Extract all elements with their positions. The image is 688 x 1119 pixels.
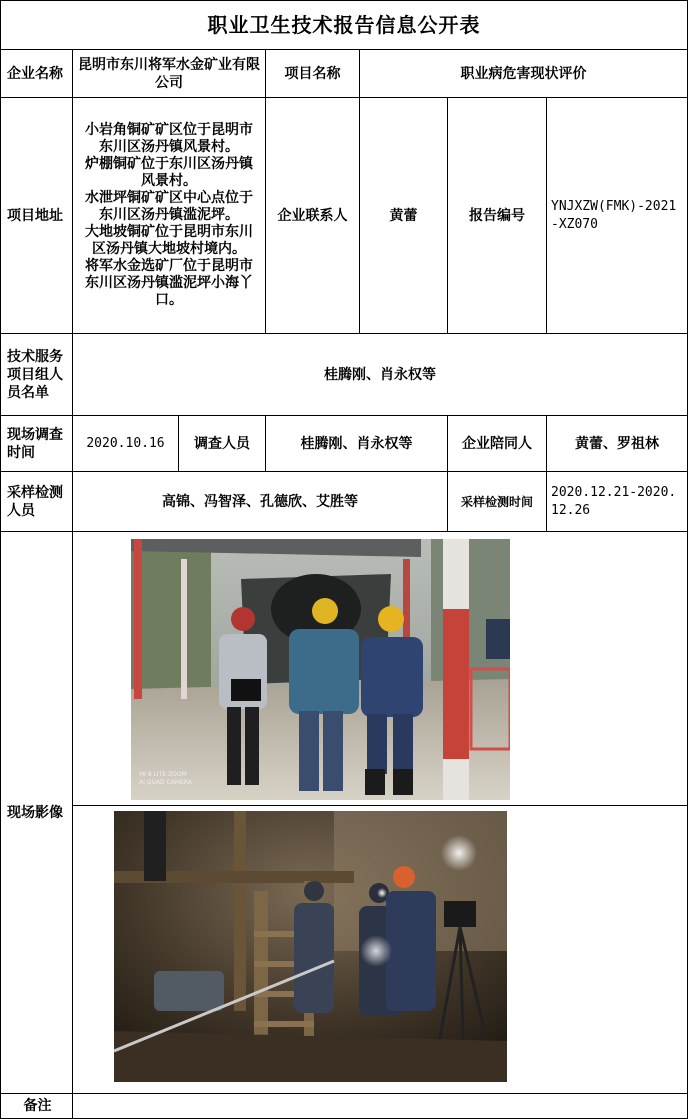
samplers-label: 采样检测人员 xyxy=(0,472,73,532)
samplers-value: 高锦、冯智泽、孔德欣、艾胜等 xyxy=(73,472,448,532)
company-name-value: 昆明市东川将军水金矿业有限公司 xyxy=(73,50,266,98)
survey-time-value: 2020.10.16 xyxy=(73,416,179,472)
images-label: 现场影像 xyxy=(0,532,73,1094)
report-no-value: YNJXZW(FMK)-2021-XZ070 xyxy=(547,98,688,334)
project-address-label: 项目地址 xyxy=(0,98,73,334)
escort-label: 企业陪同人 xyxy=(448,416,547,472)
team-value: 桂腾刚、肖永权等 xyxy=(73,334,688,416)
remarks-value xyxy=(73,1094,688,1119)
contact-label: 企业联系人 xyxy=(266,98,360,334)
report-no-label: 报告编号 xyxy=(448,98,547,334)
site-photo-entrance xyxy=(131,539,510,800)
escort-value: 黄蕾、罗祖林 xyxy=(547,416,688,472)
photo-watermark: MI 8 LITE ZOOM AI QUAD CAMERA xyxy=(139,771,192,786)
company-name-label: 企业名称 xyxy=(0,50,73,98)
page-title: 职业卫生技术报告信息公开表 xyxy=(0,0,688,50)
remarks-label: 备注 xyxy=(0,1094,73,1119)
sampling-time-label: 采样检测时间 xyxy=(448,472,547,532)
contact-value: 黄蕾 xyxy=(360,98,448,334)
site-photo-underground xyxy=(114,811,507,1082)
project-name-label: 项目名称 xyxy=(266,50,360,98)
project-name-value: 职业病危害现状评价 xyxy=(360,50,688,98)
project-address-value: 小岩角铜矿矿区位于昆明市东川区汤丹镇风景村。 炉棚铜矿位于东川区汤丹镇风景村。 水泄坪铜矿矿区中心点位于东川区汤丹镇滥泥坪。 大地坡铜矿位于昆明市东川区汤丹镇大地坡村境内。 将军水金选矿厂位于昆明市东川区汤丹镇滥泥坪小海丫口。 xyxy=(85,122,253,308)
surveyors-label: 调查人员 xyxy=(179,416,266,472)
survey-time-label: 现场调查时间 xyxy=(0,416,73,472)
team-label: 技术服务项目组人员名单 xyxy=(0,334,73,416)
surveyors-value: 桂腾刚、肖永权等 xyxy=(266,416,448,472)
sampling-time-value: 2020.12.21-2020.12.26 xyxy=(547,472,688,532)
